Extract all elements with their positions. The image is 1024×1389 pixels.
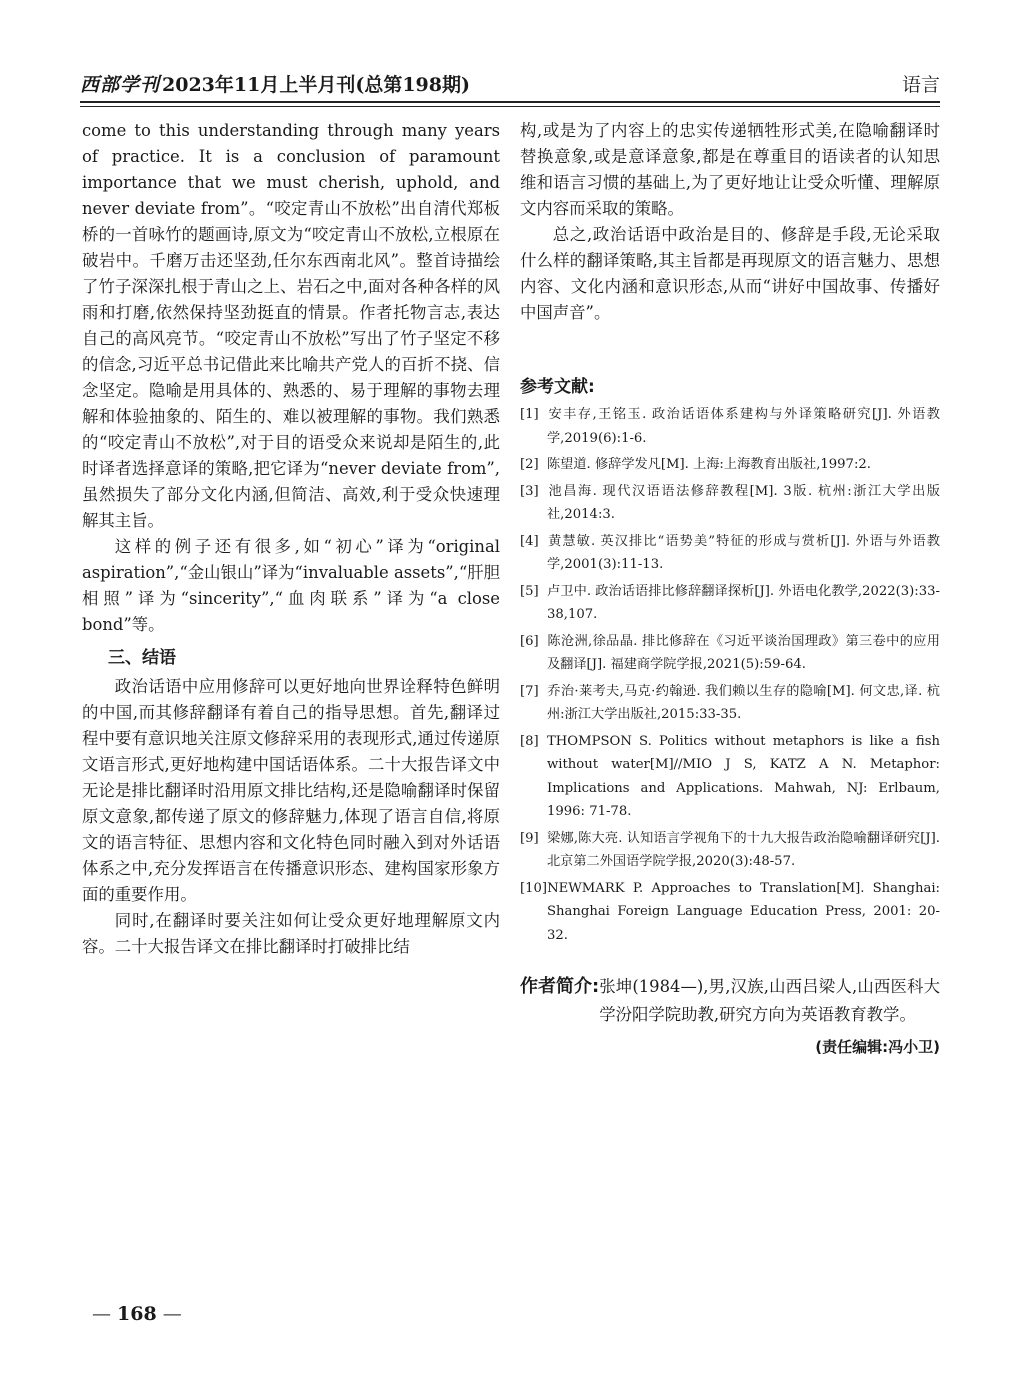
- reference-number: [6]: [520, 633, 539, 649]
- section-heading: 三、结语: [108, 648, 176, 668]
- reference-number: [4]: [520, 533, 539, 549]
- reference-text: THOMPSON S. Politics without metaphors is like a fish without water[M]//MIO J S, KATZ A N. Metaphor: Implications and Applications. Mahwah, NJ: Erlbaum, 1996: 71-78.: [547, 733, 940, 819]
- journal-logo: 西部学刊: [80, 74, 161, 96]
- reference-item: [520, 680, 940, 727]
- reference-number: [2]: [520, 457, 539, 472]
- reference-item: [520, 403, 940, 450]
- dash-decoration: —: [92, 1303, 118, 1325]
- references-title: 参考文献:: [520, 377, 595, 397]
- reference-text: 卢卫中. 政治话语排比修辞翻译探析[J]. 外语电化教学,2022(3):33-38,107.: [547, 583, 940, 622]
- reference-item: [520, 453, 940, 477]
- reference-number: [9]: [520, 830, 539, 846]
- body-paragraph: 这样的例子还有很多,如“初心”译为“original aspiration”,“金山银山”译为“invaluable assets”,“肝胆相照”译为“sincerity”,“血肉联系”译为“a close bond”等。: [82, 537, 500, 634]
- reference-number: [7]: [520, 683, 539, 699]
- reference-number: [10]: [520, 880, 548, 896]
- left-column: [82, 118, 500, 960]
- section-label: 语言: [901, 74, 940, 96]
- reference-text: 池昌海. 现代汉语语法修辞教程[M]. 3版. 杭州:浙江大学出版社,2014:3.: [547, 483, 940, 522]
- author-label: 作者简介:: [520, 976, 600, 997]
- reference-item: [520, 480, 940, 527]
- reference-item: [520, 877, 940, 948]
- page-number-value: 168: [117, 1303, 157, 1325]
- author-bio: [520, 973, 940, 1029]
- reference-number: [8]: [520, 733, 539, 749]
- issue-info: 2023年11月上半月刊(总第198期): [162, 74, 470, 96]
- reference-number: [1]: [520, 407, 539, 422]
- reference-item: [520, 530, 940, 577]
- reference-text: 黄慧敏. 英汉排比“语势美”特征的形成与赏析[J]. 外语与外语教学,2001(3):11-13.: [547, 533, 940, 572]
- header-rule: [80, 101, 940, 103]
- body-paragraph: 总之,政治话语中政治是目的、修辞是手段,无论采取什么样的翻译策略,其主旨都是再现原文的语言魅力、思想内容、文化内涵和意识形态,从而“讲好中国故事、传播好中国声音”。: [520, 225, 940, 322]
- reference-number: [3]: [520, 483, 539, 499]
- journal-title: [80, 70, 470, 97]
- page-header: [80, 70, 940, 100]
- reference-text: 安丰存,王铭玉. 政治话语体系建构与外译策略研究[J]. 外语教学,2019(6):1-6.: [547, 407, 940, 446]
- reference-item: [520, 630, 940, 677]
- reference-text: 陈望道. 修辞学发凡[M]. 上海:上海教育出版社,1997:2.: [547, 457, 871, 472]
- right-column: [520, 118, 940, 1059]
- author-text: 张坤(1984—),男,汉族,山西吕梁人,山西医科大学汾阳学院助教,研究方向为英语教育教学。: [599, 977, 940, 1024]
- reference-item: [520, 827, 940, 874]
- reference-item: [520, 580, 940, 627]
- reference-item: [520, 730, 940, 824]
- body-paragraph: 构,或是为了内容上的忠实传递牺牲形式美,在隐喻翻译时替换意象,或是意译意象,都是在尊重目的语读者的认知思维和语言习惯的基础上,为了更好地让让受众听懂、理解原文内容而采取的策略。: [520, 121, 940, 218]
- reference-text: 梁娜,陈大亮. 认知语言学视角下的十九大报告政治隐喻翻译研究[J]. 北京第二外国语学院学报,2020(3):48-57.: [547, 830, 940, 869]
- dash-decoration: —: [156, 1303, 182, 1325]
- body-paragraph: 同时,在翻译时要关注如何让受众更好地理解原文内容。二十大报告译文在排比翻译时打破排比结: [82, 911, 500, 956]
- body-paragraph: 政治话语中应用修辞可以更好地向世界诠释特色鲜明的中国,而其修辞翻译有着自己的指导思想。首先,翻译过程中要有意识地关注原文修辞采用的表现形式,通过传递原文语言形式,更好地构建中国话语体系。二十大报告译文中无论是排比翻译时沿用原文排比结构,还是隐喻翻译时保留原文意象,都传递了原文的修辞魅力,体现了语言自信,将原文的语言特征、思想内容和文化特色同时融入到对外话语体系之中,充分发挥语言在传播意识形态、建构国家形象方面的重要作用。: [82, 677, 500, 904]
- body-paragraph: come to this understanding through many years of practice. It is a conclusion of paramount importance that we must cherish, uphold, and never deviate from”。“咬定青山不放松”出自清代郑板桥的一首咏竹的题画诗,原文为“咬定青山不放松,立根原在破岩中。千磨万击还坚劲,任尔东西南北风”。整首诗描绘了竹子深深扎根于青山之上、岩石之中,面对各种各样的风雨和打磨,依然保持坚劲挺直的情景。作者托物言志,表达自己的高风亮节。“咬定青山不放松”写出了竹子坚定不移的信念,习近平总书记借此来比喻共产党人的百折不挠、信念坚定。隐喻是用具体的、熟悉的、易于理解的事物去理解和体验抽象的、陌生的、难以被理解的事物。我们熟悉的“咬定青山不放松”,对于目的语受众来说却是陌生的,此时译者选择意译的策略,把它译为“never deviate from”,虽然损失了部分文化内涵,但简洁、高效,利于受众快速理解其主旨。: [82, 121, 500, 530]
- reference-number: [5]: [520, 583, 539, 599]
- page-number: [92, 1303, 182, 1325]
- reference-text: 乔治·莱考夫,马克·约翰逊. 我们赖以生存的隐喻[M]. 何文忠,译. 杭州:浙江大学出版社,2015:33-35.: [547, 683, 940, 722]
- reference-list: [520, 403, 940, 947]
- reference-text: NEWMARK P. Approaches to Translation[M]. Shanghai: Shanghai Foreign Language Education Press, 2001: 20-32.: [547, 880, 940, 943]
- header-rule-thin: [80, 106, 940, 107]
- reference-text: 陈沧洲,徐品晶. 排比修辞在《习近平谈治国理政》第三卷中的应用及翻译[J]. 福建商学院学报,2021(5):59-64.: [547, 633, 940, 672]
- responsible-editor: (责任编辑:冯小卫): [815, 1038, 940, 1056]
